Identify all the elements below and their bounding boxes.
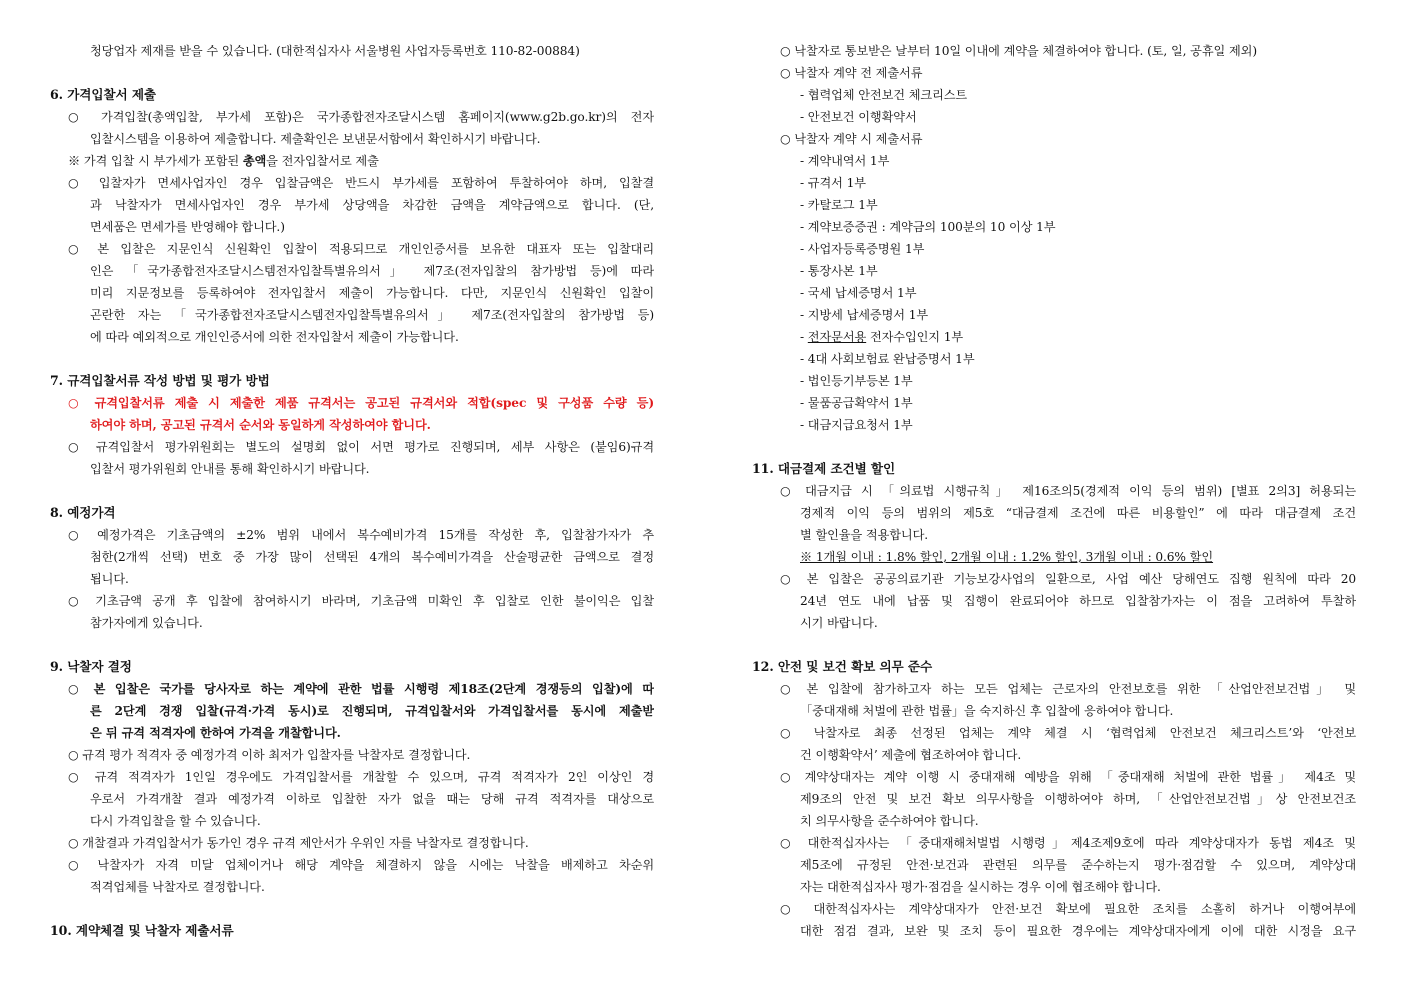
section-10-heading: 10. 계약체결 및 낙찰자 제출서류 bbox=[50, 923, 234, 938]
text-line: ○ 대한적십자사는 「중대재해처벌법 시행령」제4조제9호에 따라 계약상대자가 동법 제4조 및 bbox=[780, 836, 1356, 850]
list-item: - 국세 납세증명서 1부 bbox=[800, 286, 917, 300]
text-line: 치 의무사항을 준수하여야 합니다. bbox=[800, 814, 979, 828]
text-line: ○ 낙찰자 계약 시 제출서류 bbox=[780, 132, 923, 146]
text-line: ○ 본 입찰은 지문인식 신원확인 입찰이 적용되므로 개인인증서를 보유한 대표자 또는 입찰대리 bbox=[68, 242, 654, 256]
list-item: - 카탈로그 1부 bbox=[800, 198, 878, 212]
underlined-note: ※ 1개월 이내 : 1.8% 할인, 2개월 이내 : 1.2% 할인, 3개월 이내 : 0.6% 할인 bbox=[800, 550, 1214, 564]
bold-text-line: ○ 본 입찰은 국가를 당사자로 하는 계약에 관한 법률 시행령 제18조(2단계 경쟁등의 입찰)에 따 bbox=[68, 682, 654, 696]
note-bold-text: 총액 bbox=[242, 154, 267, 168]
text-line: 건 이행확약서’ 제출에 협조하여야 합니다. bbox=[800, 748, 1022, 762]
section-6-heading: 6. 가격입찰서 제출 bbox=[50, 87, 156, 102]
list-item: - 물품공급확약서 1부 bbox=[800, 396, 913, 410]
text-line: ○ 예정가격은 기초금액의 ±2% 범위 내에서 복수예비가격 15개를 작성한 후, 입찰참가자가 추 bbox=[68, 528, 654, 542]
list-item: - 계약보증증권 : 계약금의 100분의 10 이상 1부 bbox=[800, 220, 1056, 234]
list-item-text: 전자수입인지 1부 bbox=[866, 330, 964, 344]
list-item: - 안전보건 이행확약서 bbox=[800, 110, 917, 124]
text-line: 면세품은 면세가를 반영해야 합니다.) bbox=[90, 220, 285, 234]
text-line: 별 할인율을 적용합니다. bbox=[800, 528, 929, 542]
text-line: ○ 계약상대자는 계약 이행 시 중대재해 예방을 위해 「중대재해 처벌에 관한 법률」 제4조 및 bbox=[780, 770, 1356, 784]
right-column bbox=[752, 40, 1356, 942]
text-line: 시기 바랍니다. bbox=[800, 616, 878, 630]
left-column bbox=[50, 40, 654, 942]
text-line: 「중대재해 처벌에 관한 법률」을 숙지하신 후 입찰에 응하여야 합니다. bbox=[800, 704, 1174, 718]
text-line: 과 낙찰자가 면세사업자인 경우 부가세 상당액을 차감한 금액을 계약금액으로 합니다. (단, bbox=[90, 198, 654, 212]
list-item: - 협력업체 안전보건 체크리스트 bbox=[800, 88, 968, 102]
text-line: ○ 낙찰자로 최종 선정된 업체는 계약 체결 시 ‘협력업체 안전보건 체크리스트’와 ‘안전보 bbox=[780, 726, 1356, 740]
section-9-heading: 9. 낙찰자 결정 bbox=[50, 659, 132, 674]
note-text: 을 전자입찰서로 제출 bbox=[266, 154, 379, 168]
text-line: 에 따라 예외적으로 개인인증서에 의한 전자입찰서 제출이 가능합니다. bbox=[90, 330, 459, 344]
text-line: ○ 낙찰자 계약 전 제출서류 bbox=[780, 66, 923, 80]
list-item: - 규격서 1부 bbox=[800, 176, 866, 190]
list-item: - 사업자등록증명원 1부 bbox=[800, 242, 925, 256]
list-item: - 통장사본 1부 bbox=[800, 264, 878, 278]
text-line: 우로서 가격개찰 결과 예정가격 이하로 입찰한 자가 없을 때는 당해 규격 적격자를 대상으로 bbox=[90, 792, 654, 806]
text-line: 자는 대한적십자사 평가·점검을 실시하는 경우 이에 협조해야 합니다. bbox=[800, 880, 1161, 894]
text-line: ○ 규격 적격자가 1인일 경우에도 가격입찰서를 개찰할 수 있으며, 규격 적격자가 2인 이상인 경 bbox=[68, 770, 654, 784]
list-item: - 계약내역서 1부 bbox=[800, 154, 890, 168]
note-line bbox=[752, 546, 1356, 568]
text-line: ○ 가격입찰(총액입찰, 부가세 포함)은 국가종합전자조달시스템 홈페이지(www.g2b.go.kr)의 전자 bbox=[68, 110, 654, 124]
text-line: 곤란한 자는 「국가종합전자조달시스템전자입찰특별유의서」 제7조(전자입찰의 참가방법 등) bbox=[90, 308, 654, 322]
list-item-text: - bbox=[800, 330, 808, 344]
text-line: ○ 본 입찰에 참가하고자 하는 모든 업체는 근로자의 안전보호를 위한 「산업안전보건법」 및 bbox=[780, 682, 1356, 696]
text-line: ○ 대금지급 시 「의료법 시행규칙」 제16조의5(경제적 이익 등의 범위) [별표 2의3] 허용되는 bbox=[780, 484, 1356, 498]
section-8-heading: 8. 예정가격 bbox=[50, 505, 116, 520]
text-line: 적격업체를 낙찰자로 결정합니다. bbox=[90, 880, 265, 894]
note-line bbox=[50, 150, 654, 172]
text-line: 청당업자 제재를 받을 수 있습니다. (대한적십자사 서울병원 사업자등록번호 110-82-00884) bbox=[90, 44, 580, 58]
text-line: ○ 본 입찰은 공공의료기관 기능보강사업의 일환으로, 사업 예산 당해연도 집행 원칙에 따라 20 bbox=[780, 572, 1356, 586]
text-line: 됩니다. bbox=[90, 572, 129, 586]
text-line: ○ 입찰자가 면세사업자인 경우 입찰금액은 반드시 부가세를 포함하여 투찰하여야 하며, 입찰결 bbox=[68, 176, 654, 190]
bold-text-line: 은 뒤 규격 적격자에 한하여 가격을 개찰합니다. bbox=[90, 726, 341, 740]
text-line: 입찰시스템을 이용하여 제출합니다. 제출확인은 보낸문서함에서 확인하시기 바랍니다. bbox=[90, 132, 541, 146]
section-7-heading: 7. 규격입찰서류 작성 방법 및 평가 방법 bbox=[50, 373, 270, 388]
highlighted-text-line: 하여야 하며, 공고된 규격서 순서와 동일하게 작성하여야 합니다. bbox=[90, 418, 431, 432]
text-line: 대한 점검 결과, 보완 및 조치 등이 필요한 경우에는 계약상대자에게 이에 대한 시정을 요구 bbox=[800, 924, 1356, 938]
list-item: - 4대 사회보험료 완납증명서 1부 bbox=[800, 352, 975, 366]
section-11-heading: 11. 대금결제 조건별 할인 bbox=[752, 461, 896, 476]
text-line: ○ 대한적십자사는 계약상대자가 안전·보건 확보에 필요한 조치를 소홀히 하거나 이행여부에 bbox=[780, 902, 1356, 916]
text-line: 첨한(2개씩 선택) 번호 중 가장 많이 선택된 4개의 복수예비가격을 산술평균한 금액으로 결정 bbox=[90, 550, 654, 564]
text-line: 입찰서 평가위원회 안내를 통해 확인하시기 바랍니다. bbox=[90, 462, 370, 476]
text-line: 경제적 이익 등의 범위의 제5호 “대금결제 조건에 따른 비용할인” 에 따라 대금결제 조건 bbox=[800, 506, 1356, 520]
list-item: - 법인등기부등본 1부 bbox=[800, 374, 913, 388]
text-line: 참가자에게 있습니다. bbox=[90, 616, 203, 630]
text-line: 인은 「국가종합전자조달시스템전자입찰특별유의서」 제7조(전자입찰의 참가방법 등)에 따라 bbox=[90, 264, 654, 278]
text-line: 다시 가격입찰을 할 수 있습니다. bbox=[90, 814, 261, 828]
text-line: ○ 규격 평가 적격자 중 예정가격 이하 최저가 입찰자를 낙찰자로 결정합니다. bbox=[68, 748, 471, 762]
highlighted-text-line: ○ 규격입찰서류 제출 시 제출한 제품 규격서는 공고된 규격서와 적합(spec 및 구성품 수량 등) bbox=[68, 396, 654, 410]
note-text: ※ 가격 입찰 시 부가세가 포함된 bbox=[68, 154, 243, 168]
section-12-heading: 12. 안전 및 보건 확보 의무 준수 bbox=[752, 659, 933, 674]
text-line: ○ 낙찰자로 통보받은 날부터 10일 이내에 계약을 체결하여야 합니다. (토, 일, 공휴일 제외) bbox=[780, 44, 1257, 58]
list-item: - 지방세 납세증명서 1부 bbox=[800, 308, 929, 322]
list-item bbox=[752, 326, 1356, 348]
text-line: ○ 개찰결과 가격입찰서가 동가인 경우 규격 제안서가 우위인 자를 낙찰자로 결정합니다. bbox=[68, 836, 529, 850]
text-line: 24년 연도 내에 납품 및 집행이 완료되어야 하므로 입찰참가자는 이 점을 고려하여 투찰하 bbox=[800, 594, 1356, 608]
text-line: 미리 지문정보를 등록하여야 전자입찰서 제출이 가능합니다. 다만, 지문인식 신원확인 입찰이 bbox=[90, 286, 654, 300]
underlined-text: 전자문서용 bbox=[807, 330, 867, 344]
list-item: - 대금지급요청서 1부 bbox=[800, 418, 913, 432]
text-line: ○ 낙찰자가 자격 미달 업체이거나 해당 계약을 체결하지 않을 시에는 낙찰을 배제하고 차순위 bbox=[68, 858, 654, 872]
bold-text-line: 른 2단계 경쟁 입찰(규격·가격 동시)로 진행되며, 규격입찰서와 가격입찰서를 동시에 제출받 bbox=[90, 704, 654, 718]
text-line: 제9조의 안전 및 보건 확보 의무사항을 이행하여야 하며, 「산업안전보건법」상 안전보건조 bbox=[800, 792, 1356, 806]
text-line: ○ 규격입찰서 평가위원회는 별도의 설명회 없이 서면 평가로 진행되며, 세부 사항은 (붙임6)규격 bbox=[68, 440, 654, 454]
text-line: 제5조에 규정된 안전·보건과 관련된 의무를 준수하는지 평가·점검할 수 있으며, 계약상대 bbox=[800, 858, 1356, 872]
text-line: ○ 기초금액 공개 후 입찰에 참여하시기 바라며, 기초금액 미확인 후 입찰로 인한 불이익은 입찰 bbox=[68, 594, 654, 608]
